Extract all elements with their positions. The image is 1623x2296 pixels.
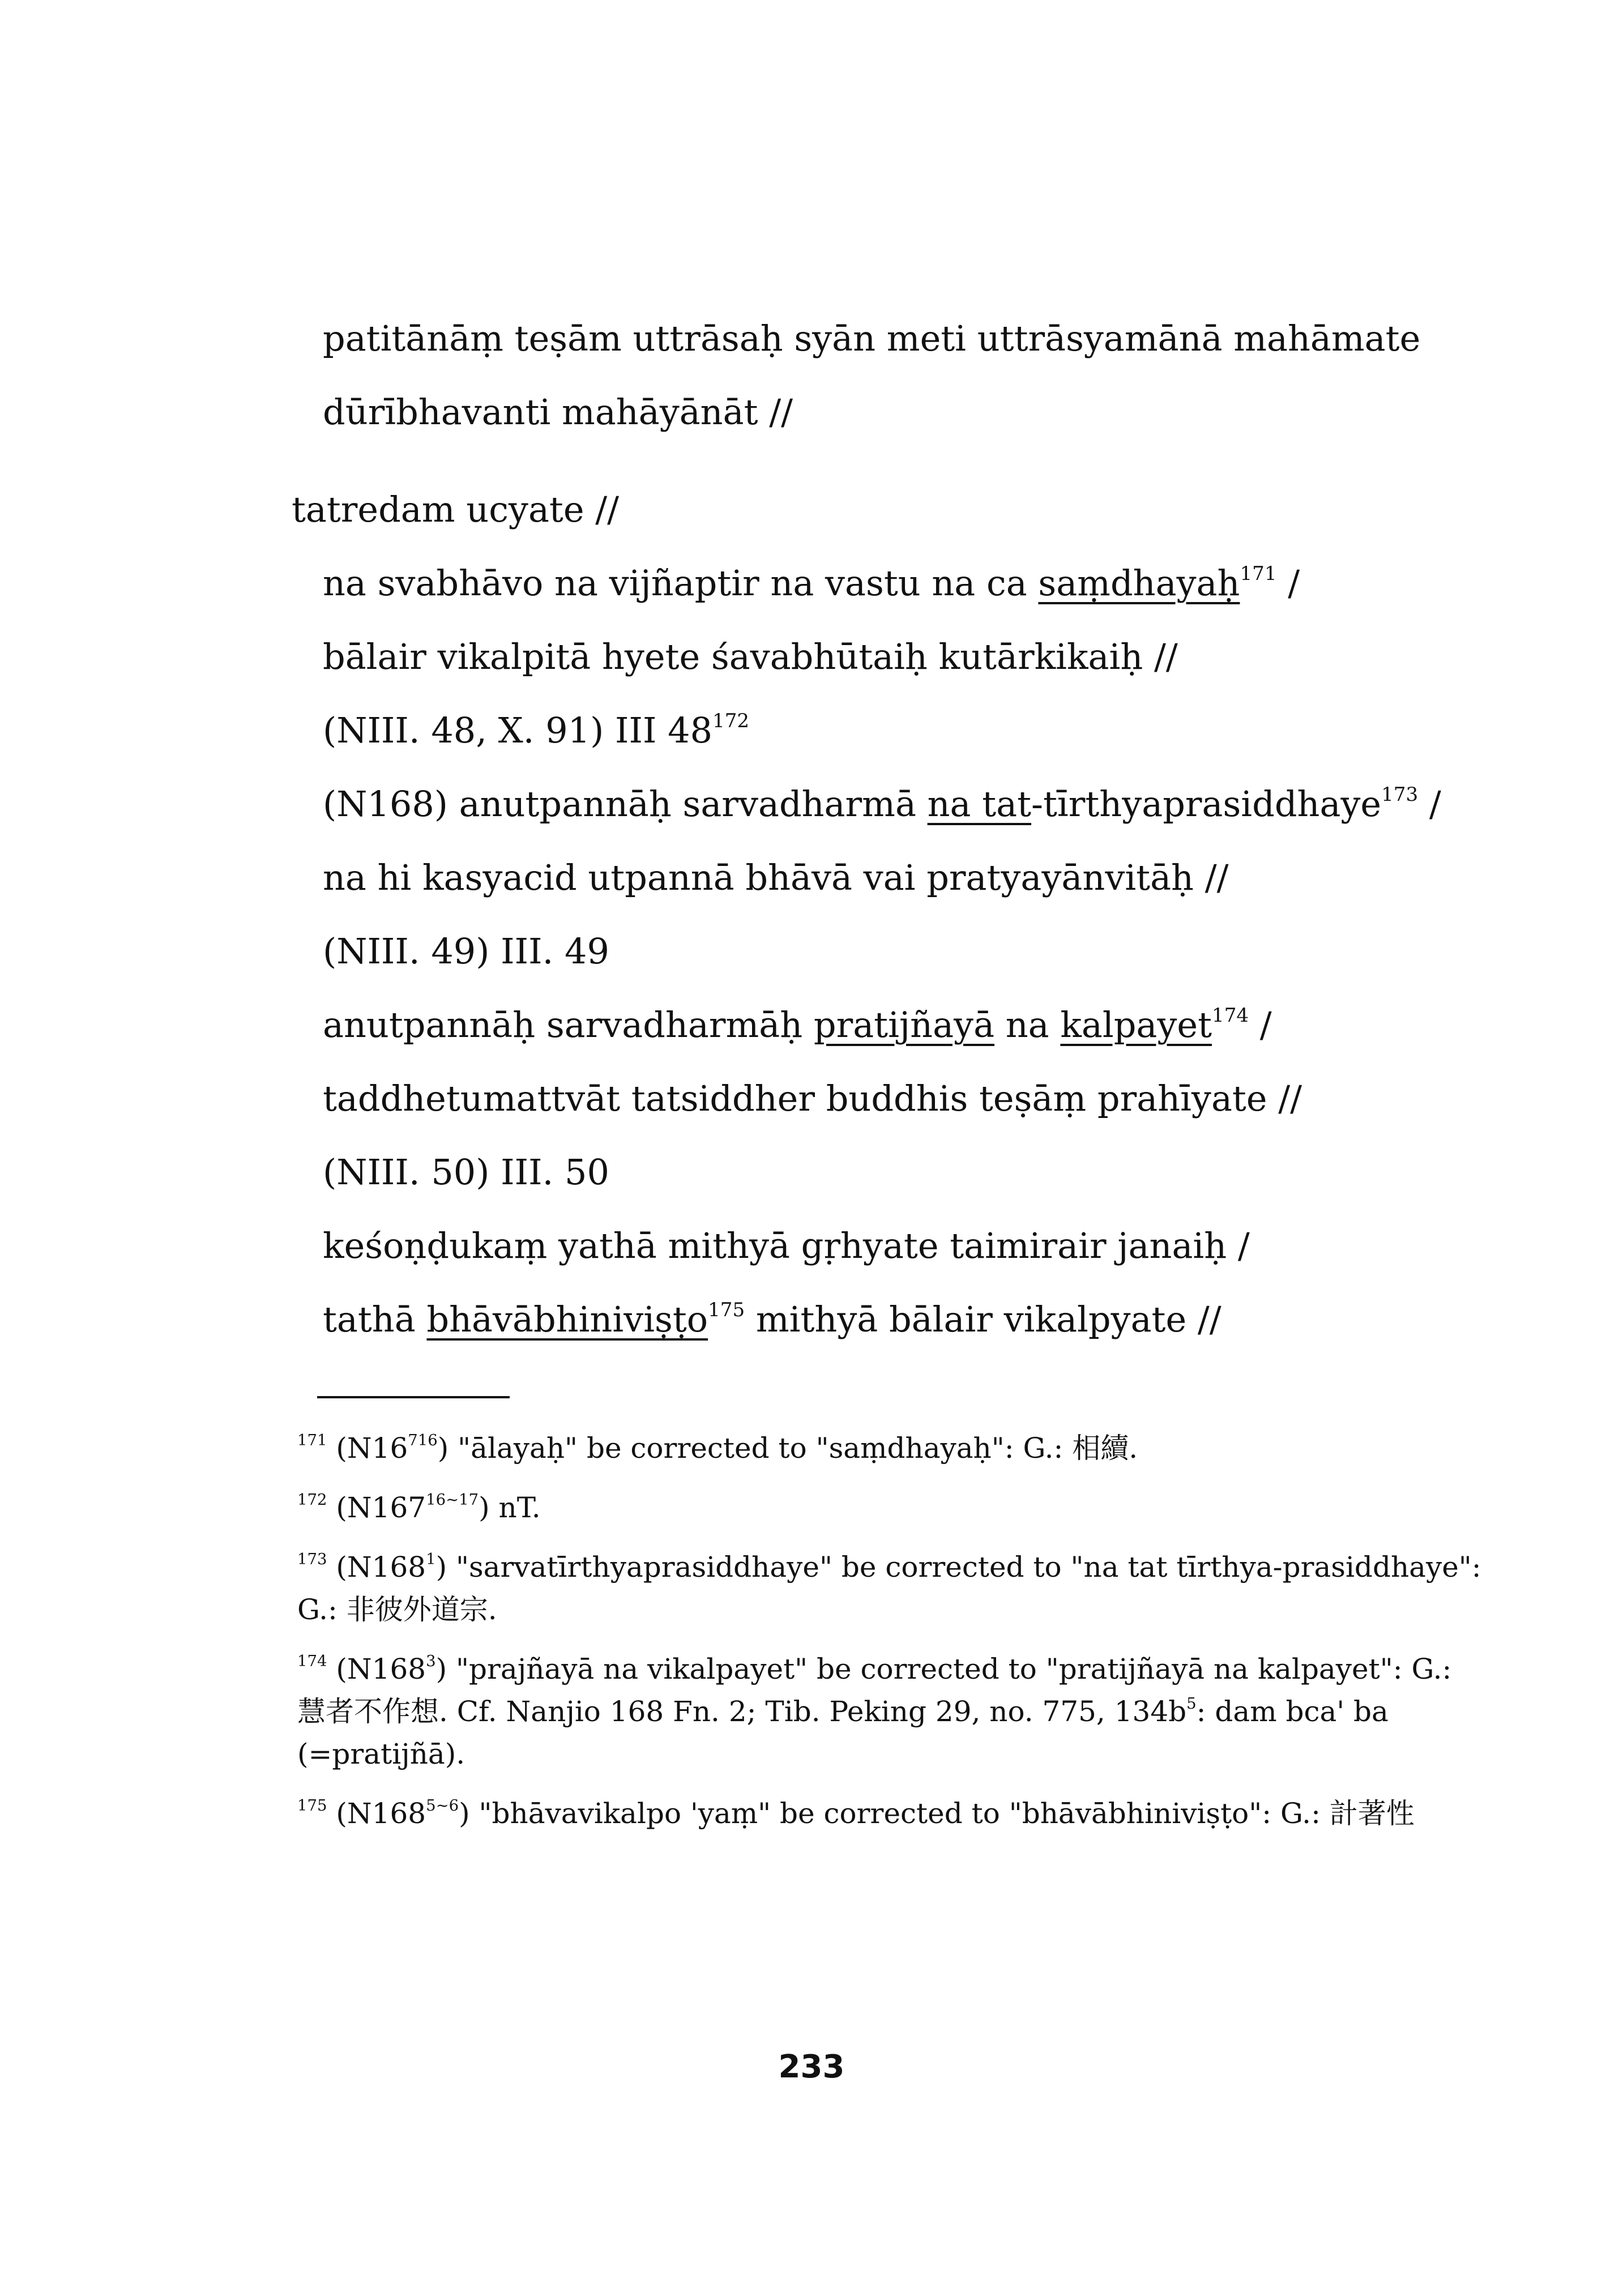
verse-line — [323, 1002, 1272, 1053]
verse-text: na svabhāvo na vijñaptir na vastu na ca — [323, 562, 1039, 604]
verse-line — [323, 561, 1300, 612]
verse-line: na hi kasyacid utpannā bhāvā vai pratyayānvitāḥ // — [323, 857, 1229, 898]
text-line: patitānāṃ teṣām uttrāsaḥ syān meti uttrāsyamānā mahāmate — [323, 318, 1421, 359]
footnote-175 — [297, 1795, 1415, 1836]
reference-text: (NIII. 48, X. 91) III 48 — [323, 710, 713, 751]
footnote-ref: 172 — [712, 709, 750, 732]
footnote-text: ) "ālayaḥ" be corrected to "saṃdhayaḥ": G.: 相續. — [437, 1432, 1138, 1465]
reference-line: (NIII. 50) III. 50 — [323, 1151, 609, 1193]
footnote-sup: 716 — [408, 1431, 438, 1449]
footnote-sup: 1 — [426, 1550, 436, 1568]
verse-text: anutpannāḥ sarvadharmāḥ — [323, 1004, 814, 1045]
footnote-number: 173 — [297, 1550, 327, 1568]
verse-text: / — [1249, 1004, 1272, 1045]
verse-text: -tīrthyaprasiddhaye — [1031, 783, 1382, 825]
footnote-173 — [297, 1549, 1481, 1590]
footnote-text: ) "sarvatīrthyaprasiddhaye" be corrected to "na tat tīrthya-prasiddhaye": — [435, 1551, 1481, 1584]
verse-line: taddhetumattvāt tatsiddher buddhis teṣāṃ prahīyate // — [323, 1078, 1302, 1119]
verse-text: na — [994, 1004, 1061, 1045]
footnote-173-line2: G.: 非彼外道宗. — [297, 1593, 497, 1626]
footnote-sup: 3 — [426, 1652, 436, 1670]
underlined-word: kalpayet — [1060, 1004, 1212, 1045]
underlined-word: bhāvābhiniviṣṭo — [426, 1299, 708, 1340]
footnote-number: 172 — [297, 1491, 327, 1509]
footnote-text: (N167 — [327, 1491, 426, 1524]
underlined-word: na tat — [927, 783, 1032, 825]
footnote-sup: 5 — [1186, 1695, 1197, 1713]
footnote-171 — [297, 1430, 1138, 1471]
verse-line: bālair vikalpitā hyete śavabhūtaiḥ kutārkikaiḥ // — [323, 636, 1178, 677]
verse-text: / — [1418, 783, 1441, 825]
footnote-sup: 16~17 — [426, 1491, 479, 1509]
footnote-number: 171 — [297, 1431, 327, 1449]
footnote-sup: 5~6 — [426, 1796, 459, 1815]
footnote-text: 慧者不作想. Cf. Nanjio 168 Fn. 2; Tib. Peking 29, no. 775, 134b — [297, 1695, 1187, 1728]
footnote-174-line2 — [297, 1693, 1389, 1734]
reference-line — [323, 708, 749, 759]
verse-line — [323, 1297, 1221, 1348]
footnote-174-line3: (=pratijñā). — [297, 1738, 465, 1770]
footnote-text: ) "bhāvavikalpo 'yaṃ" be corrected to "bhāvābhiniviṣṭo": G.: 計著性 — [459, 1797, 1415, 1830]
verse-text: (N168) anutpannāḥ sarvadharmā — [323, 783, 928, 825]
footnote-text: (N16 — [327, 1432, 408, 1465]
verse-text: mithyā bālair vikalpyate // — [745, 1299, 1221, 1340]
footnote-text: ) "prajñayā na vikalpayet" be corrected to "pratijñayā na kalpayet": G.: — [435, 1653, 1452, 1685]
underlined-word: pratijñayā — [813, 1004, 995, 1045]
text-line: tatredam ucyate // — [292, 489, 620, 530]
footnote-ref: 171 — [1240, 562, 1277, 585]
text-line: dūrībhavanti mahāyānāt // — [323, 391, 793, 433]
footnote-text: (N168 — [327, 1797, 426, 1830]
footnote-number: 174 — [297, 1652, 327, 1670]
verse-text: tathā — [323, 1299, 427, 1340]
footnote-text: ) nT. — [479, 1491, 541, 1524]
footnote-172 — [297, 1490, 541, 1530]
verse-text: / — [1276, 562, 1300, 604]
footnote-text: (N168 — [327, 1551, 426, 1584]
footnote-divider — [317, 1396, 510, 1398]
page-number: 233 — [778, 2049, 845, 2085]
verse-line: keśoṇḍukaṃ yathā mithyā gṛhyate taimirair janaiḥ / — [323, 1225, 1250, 1266]
footnote-text: : dam bca' ba — [1196, 1695, 1389, 1728]
footnote-text: (N168 — [327, 1653, 426, 1685]
footnote-ref: 174 — [1212, 1004, 1249, 1027]
footnote-ref: 173 — [1381, 783, 1419, 806]
footnote-number: 175 — [297, 1796, 327, 1815]
verse-line — [323, 782, 1441, 833]
footnote-ref: 175 — [708, 1298, 745, 1321]
footnote-174 — [297, 1651, 1451, 1692]
reference-line: (NIII. 49) III. 49 — [323, 931, 609, 972]
underlined-word: saṃdhayaḥ — [1038, 562, 1240, 604]
